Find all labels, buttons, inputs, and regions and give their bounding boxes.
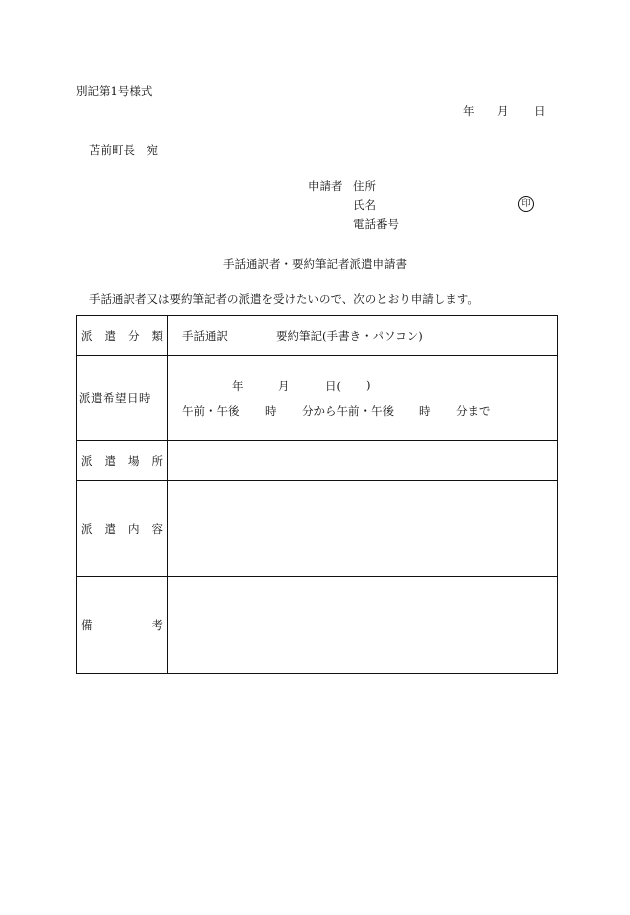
phone-label: 電話番号 [353, 217, 399, 231]
application-form-table [76, 315, 558, 674]
seal-mark: 印 [518, 196, 534, 212]
dispatch-type-field[interactable] [168, 316, 558, 356]
dispatch-type-label: 派 遣 分 類 [77, 316, 168, 356]
weekday-close: ) [366, 377, 371, 392]
date-line [182, 378, 557, 394]
table-row-dispatch-datetime [77, 356, 558, 441]
dispatch-datetime-label: 派遣希望日時 [77, 356, 168, 441]
hour-end-label: 時 [419, 403, 431, 418]
remarks-label: 備 考 [77, 577, 168, 674]
date-month-label: 月 [497, 104, 509, 118]
dispatch-place-field[interactable] [168, 441, 558, 481]
date-year-label: 年 [463, 104, 475, 118]
month-label: 月 [278, 378, 290, 393]
dispatch-datetime-field[interactable] [168, 356, 558, 441]
remarks-field[interactable] [168, 577, 558, 674]
hour-start-label: 時 [265, 403, 277, 418]
option-sign-language[interactable]: 手話通訳 [182, 328, 228, 343]
option-summary-writing[interactable]: 要約筆記(手書き・パソコン) [276, 328, 423, 343]
applicant-heading: 申請者 [308, 179, 343, 193]
table-row-dispatch-place [77, 441, 558, 481]
year-label: 年 [232, 378, 244, 393]
time-line [182, 403, 557, 419]
minute-from-label: 分から午前・午後 [302, 403, 394, 418]
table-row-dispatch-content [77, 481, 558, 577]
dispatch-content-field[interactable] [168, 481, 558, 577]
date-day-label: 日 [534, 104, 546, 118]
intro-text: 手話通訳者又は要約筆記者の派遣を受けたいので、次のとおり申請します。 [89, 292, 479, 306]
am-pm-start: 午前・午後 [182, 403, 240, 418]
dispatch-content-label: 派 遣 内 容 [77, 481, 168, 577]
dispatch-place-label: 派 遣 場 所 [77, 441, 168, 481]
form-number: 別記第1号様式 [76, 84, 153, 98]
table-row-remarks [77, 577, 558, 674]
document-title: 手話通訳者・要約筆記者派遣申請書 [223, 257, 407, 271]
minute-until-label: 分まで [456, 403, 491, 418]
day-label: 日( [325, 378, 341, 393]
name-label: 氏名 [353, 198, 376, 212]
address-label: 住所 [353, 179, 376, 193]
addressee: 苫前町長 宛 [89, 143, 158, 157]
table-row-dispatch-type [77, 316, 558, 356]
